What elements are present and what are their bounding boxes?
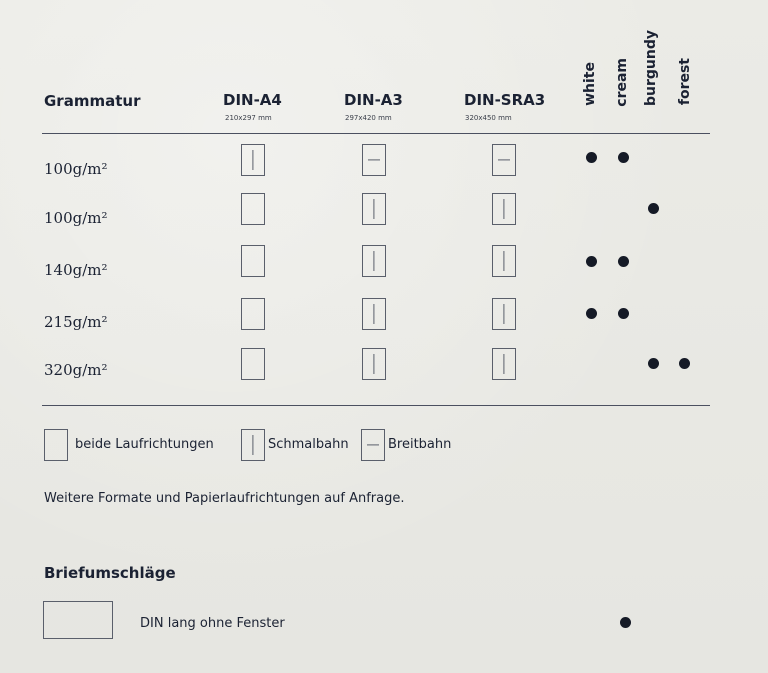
legend-label-beide: beide Laufrichtungen xyxy=(75,437,214,452)
legend-box-beide xyxy=(44,429,68,461)
box-a3-schmalbahn xyxy=(362,245,386,277)
format-header-a4: DIN-A4 xyxy=(223,91,282,109)
format-size-sra3: 320x450 mm xyxy=(465,114,512,122)
row-weight-3: 140g/m² xyxy=(44,261,108,279)
legend-box-schmalbahn xyxy=(241,429,265,461)
table-bottom-divider xyxy=(42,405,710,406)
row-weight-4: 215g/m² xyxy=(44,313,108,331)
row-weight-1: 100g/m² xyxy=(44,160,108,178)
legend-label-breitbahn: Breitbahn xyxy=(388,437,452,452)
box-a4-beide xyxy=(241,193,265,225)
box-a3-breitbahn xyxy=(362,144,386,176)
box-sra3-schmalbahn xyxy=(492,348,516,380)
row-weight-5: 320g/m² xyxy=(44,361,108,379)
color-header-forest: forest xyxy=(677,58,693,106)
color-header-white: white xyxy=(582,62,598,106)
envelope-icon xyxy=(43,601,113,639)
box-a4-beide xyxy=(241,348,265,380)
availability-note: Weitere Formate und Papierlaufrichtungen auf Anfrage. xyxy=(44,491,405,506)
box-a3-schmalbahn xyxy=(362,348,386,380)
dot-white xyxy=(586,256,597,267)
legend-box-breitbahn xyxy=(361,429,385,461)
format-header-sra3: DIN-SRA3 xyxy=(464,91,546,109)
grammatur-header: Grammatur xyxy=(44,92,141,110)
box-a4-beide xyxy=(241,245,265,277)
dot-white xyxy=(586,308,597,319)
format-header-a3: DIN-A3 xyxy=(344,91,403,109)
box-a3-schmalbahn xyxy=(362,193,386,225)
color-header-burgundy: burgundy xyxy=(643,30,659,106)
dot-cream xyxy=(618,152,629,163)
envelope-label: DIN lang ohne Fenster xyxy=(140,616,285,631)
color-header-cream: cream xyxy=(614,58,630,107)
box-sra3-schmalbahn xyxy=(492,193,516,225)
dot-forest xyxy=(679,358,690,369)
box-sra3-breitbahn xyxy=(492,144,516,176)
envelopes-title: Briefumschläge xyxy=(44,564,176,582)
dot-cream xyxy=(620,617,631,628)
header-divider xyxy=(42,133,710,134)
dot-burgundy xyxy=(648,358,659,369)
row-weight-2: 100g/m² xyxy=(44,209,108,227)
dot-cream xyxy=(618,256,629,267)
format-size-a3: 297x420 mm xyxy=(345,114,392,122)
dot-burgundy xyxy=(648,203,659,214)
box-sra3-schmalbahn xyxy=(492,298,516,330)
box-sra3-schmalbahn xyxy=(492,245,516,277)
box-a4-schmalbahn xyxy=(241,144,265,176)
box-a3-schmalbahn xyxy=(362,298,386,330)
legend-label-schmalbahn: Schmalbahn xyxy=(268,437,349,452)
format-size-a4: 210x297 mm xyxy=(225,114,272,122)
dot-white xyxy=(586,152,597,163)
dot-cream xyxy=(618,308,629,319)
box-a4-beide xyxy=(241,298,265,330)
